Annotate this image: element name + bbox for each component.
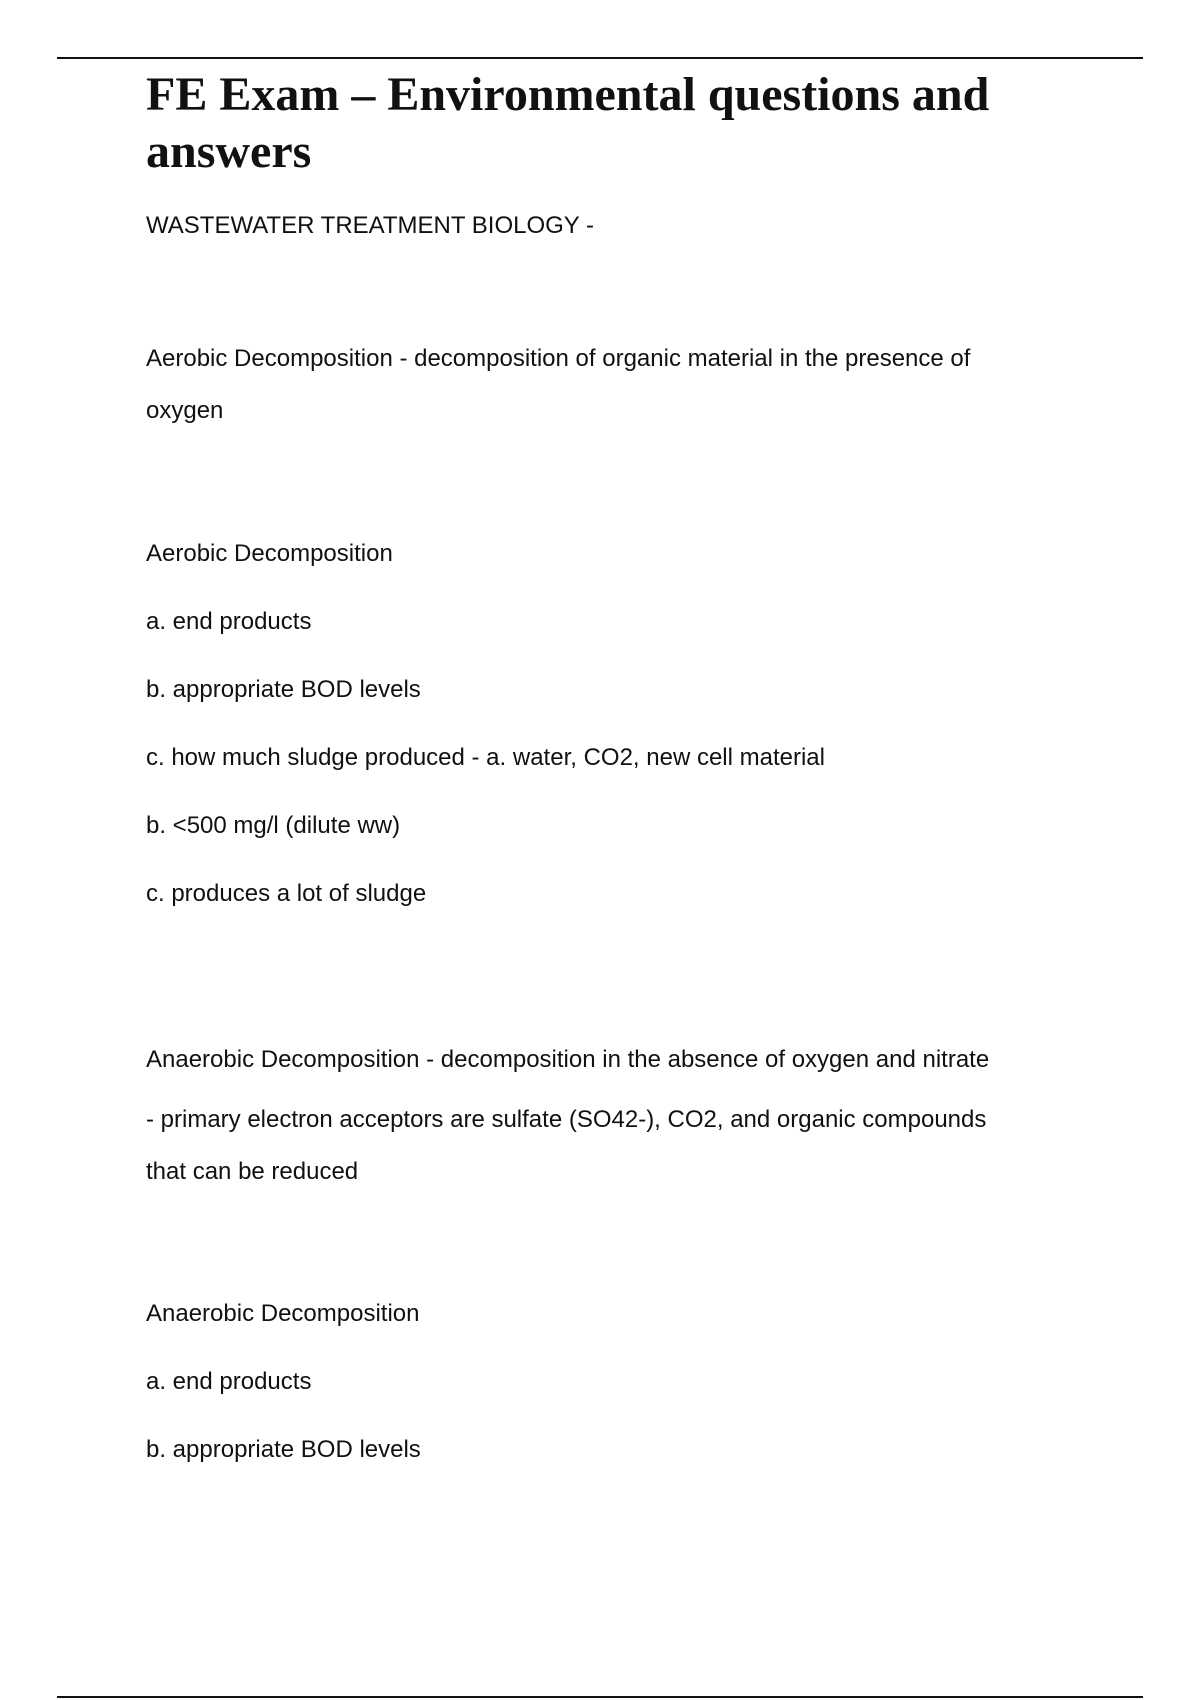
section-subtitle: WASTEWATER TREATMENT BIOLOGY -: [146, 212, 595, 239]
anaerobic-question-heading: Anaerobic Decomposition: [146, 1300, 420, 1327]
document-body: [146, 66, 1076, 1484]
aerobic-definition-line-2: oxygen: [146, 397, 224, 424]
anaerobic-definition-line-1: Anaerobic Decomposition - decomposition in the absence of oxygen and nitrate: [146, 1046, 990, 1073]
aerobic-definition: [146, 333, 1076, 437]
aerobic-question-item-1: a. end products: [146, 608, 312, 635]
bottom-rule: [57, 1696, 1143, 1698]
anaerobic-question-item-1: a. end products: [146, 1368, 312, 1395]
anaerobic-definition-line-3: that can be reduced: [146, 1158, 359, 1185]
anaerobic-question: [146, 1280, 1076, 1484]
aerobic-question-heading: Aerobic Decomposition: [146, 540, 393, 567]
page-title-line-1: FE Exam – Environmental questions and: [146, 68, 990, 121]
page-title: [146, 66, 1076, 180]
aerobic-question-item-3: c. how much sludge produced - a. water, CO2, new cell material: [146, 744, 825, 771]
top-rule: [57, 57, 1143, 59]
anaerobic-definition-line-2: - primary electron acceptors are sulfate (SO42-), CO2, and organic compounds: [146, 1106, 987, 1133]
anaerobic-definition: [146, 1026, 1076, 1198]
aerobic-question-item-2: b. appropriate BOD levels: [146, 676, 421, 703]
page-title-line-2: answers: [146, 125, 312, 178]
aerobic-definition-line-1: Aerobic Decomposition - decomposition of organic material in the presence of: [146, 345, 971, 372]
aerobic-question-item-4: b. <500 mg/l (dilute ww): [146, 812, 401, 839]
aerobic-question: [146, 520, 1076, 928]
aerobic-question-item-5: c. produces a lot of sludge: [146, 880, 427, 907]
anaerobic-question-item-2: b. appropriate BOD levels: [146, 1436, 421, 1463]
